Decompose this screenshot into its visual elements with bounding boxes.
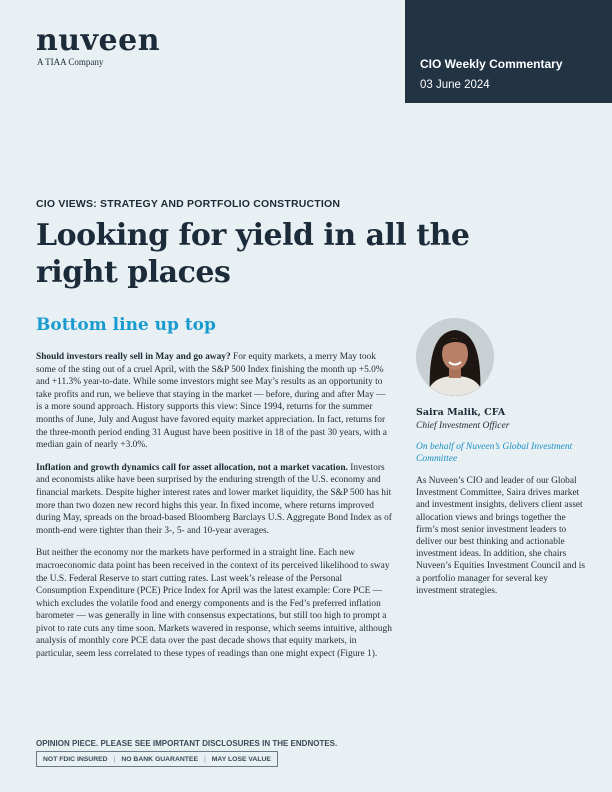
author-bio: As Nuveen’s CIO and leader of our Global Investment Committee, Saira drives market and investment insights, delivers client asset allocation views and brings together the firm’s most senior investment leaders to deliver our best thinking and actionable investment ideas. In addition, she chairs Nuveen’s Equities Investment Council and is a portfolio manager for several key investment strategies. bbox=[416, 476, 585, 596]
paragraph-lead: Should investors really sell in May and go away? bbox=[36, 352, 231, 362]
author-portrait-icon bbox=[416, 318, 494, 396]
badge-separator: | bbox=[113, 755, 116, 763]
badge-separator: | bbox=[204, 755, 206, 763]
article-body bbox=[36, 351, 392, 671]
page-title: Looking for yield in all the right places bbox=[36, 218, 470, 290]
author-role: Chief Investment Officer bbox=[416, 421, 510, 431]
paragraph bbox=[36, 547, 392, 660]
paragraph bbox=[36, 462, 392, 538]
badge-may-lose-value: MAY LOSE VALUE bbox=[211, 755, 271, 763]
badge-not-fdic-insured: NOT FDIC INSURED bbox=[43, 755, 108, 763]
disclaimer-text: OPINION PIECE. PLEASE SEE IMPORTANT DISCLOSURES IN THE ENDNOTES. bbox=[36, 739, 338, 748]
paragraph-text: For equity markets, a merry May took some of the sting out of a cruel April, with the S&P 500 Index finishing the month up +5.0% and +11.3% year-to-date. While some investors might see May’s results as an opportunity to take profits and run, we believe that staying in the market — before, during and after May — is a more sound approach. History supports this view: Since 1994, returns for the summer months of June, July and August have favored equity market appreciation. In fact, returns for the three-month period ending 31 August have been positive in 18 of the past 30 years, with a median gain of nearly +3.0%. bbox=[36, 352, 387, 451]
author-photo bbox=[416, 318, 494, 396]
paragraph-text: But neither the economy nor the markets have performed in a straight line. Each new macroeconomic data point has been received in the context of its perceived likelihood to sway the U.S. Federal Reserve to start cutting rates. Last week’s release of the Personal Consumption Expenditure (PCE) Price Index for April was the latest example: Core PCE — which excludes the volatile food and energy components and is the Fed’s preferred inflation barometer — was generally in line with consensus expectations, but still too high to prompt a pivot to rate cuts any time soon. Markets wavered in response, which seems intuitive, although analysis of monthly core PCE data over the past decade shows that equity markets, in particular, seem less correlated to these types of readings than one might expect (Figure 1). bbox=[36, 548, 392, 660]
paragraph bbox=[36, 351, 392, 452]
publication-date: 03 June 2024 bbox=[420, 79, 490, 91]
author-affiliation: On behalf of Nuveen’s Global Investment Committee bbox=[416, 442, 573, 464]
paragraph-text: Investors and economists alike have been surprised by the enduring strength of the U.S. economy and financial markets. Despite higher interest rates and lower market liquidity, the S&P 500 has hit more than two dozen new record highs this year. In fixed income, where returns improved during May, spreads on the broad-based Bloomberg Barclays U.S. Aggregate Bond Index as of month-end were tighter than their 3-, 5- and 10-year averages. bbox=[36, 462, 392, 536]
logo-tagline: A TIAA Company bbox=[37, 57, 104, 67]
paragraph-lead: Inflation and growth dynamics call for asset allocation, not a market vacation. bbox=[36, 462, 348, 473]
series-title: CIO Weekly Commentary bbox=[420, 57, 563, 71]
nuveen-logo: nuveen bbox=[36, 23, 161, 58]
section-kicker: CIO VIEWS: STRATEGY AND PORTFOLIO CONSTRUCTION bbox=[36, 198, 341, 210]
author-name: Saira Malik, CFA bbox=[416, 407, 506, 418]
badge-no-bank-guarantee: NO BANK GUARANTEE bbox=[121, 755, 198, 763]
regulatory-badges bbox=[36, 751, 278, 767]
section-heading: Bottom line up top bbox=[36, 315, 216, 335]
